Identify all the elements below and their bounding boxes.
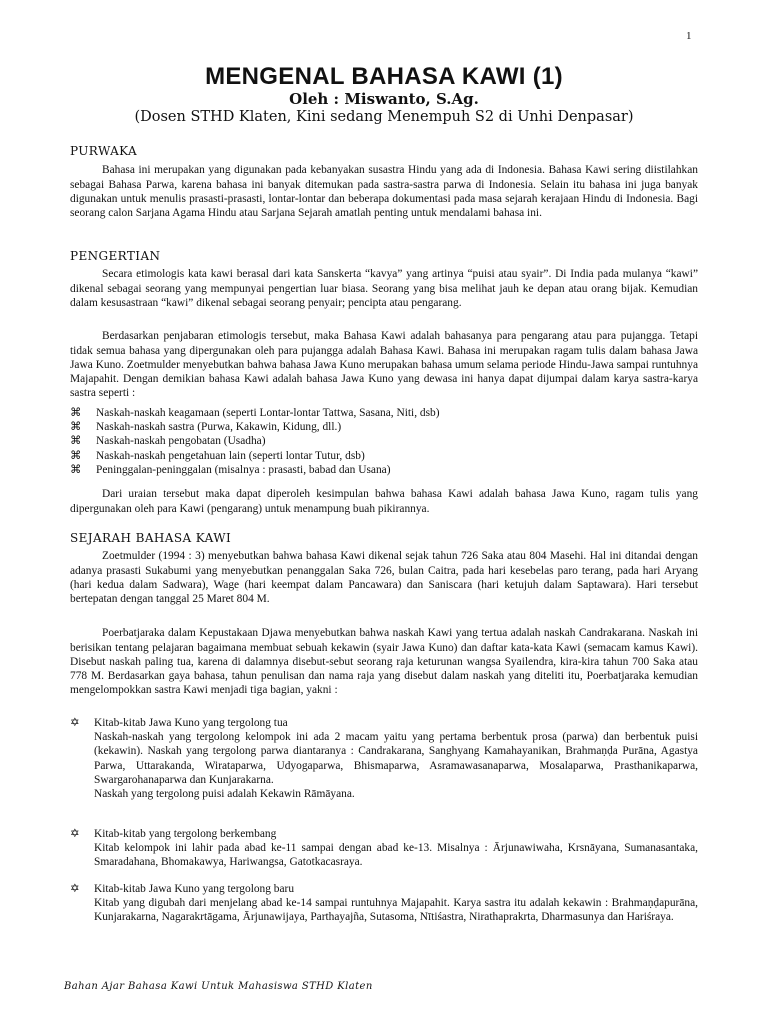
- group-body: Kitab yang digubah dari menjelang abad ke-14 sampai runtuhnya Majapahit. Karya sastra itu adalah kekawin : Brahmaṇḍapurāna, Kunjarakarna, Nagarakrtāgama, Ārjunawijaya, Parthayajña, Sutasoma, Nītiśastra, Nirathaprakrta, Dharmasunya dan Hariśraya.: [94, 897, 698, 924]
- section-heading-sejarah: SEJARAH BAHASA KAWI: [70, 531, 232, 545]
- works-list: [70, 406, 698, 477]
- list-item: [70, 449, 698, 463]
- star-icon: ✡: [70, 828, 80, 840]
- list-item: [70, 463, 698, 477]
- pengertian-paragraph-2: Berdasarkan penjabaran etimologis tersebut, maka Bahasa Kawi adalah bahasanya para pengarang atau para pujangga. Tetapi tidak semua bahasa yang dipergunakan oleh para pujangga adalah Bahasa Kawi. Bahasa ini merupakan ragam tulis dalam bahasa Jawa Jawa Kuno. Zoetmulder menyebutkan bahwa bahasa Jawa Kuno merupakan bahasa umum selama periode Hindu-Jawa sampai runtuhnya Majapahit. Dengan demikian bahasa Kawi adalah bahasa Jawa Kuno yang dewasa ini hanya dapat dijumpai dalam karya sastra-karya sastra seperti :: [70, 330, 698, 400]
- affiliation-line: (Dosen STHD Klaten, Kini sedang Menempuh S2 di Unhi Denpasar): [134, 109, 634, 125]
- bullet-icon: ⌘: [70, 407, 82, 419]
- star-icon: ✡: [70, 883, 80, 895]
- document-title: MENGENAL BAHASA KAWI (1): [205, 63, 563, 90]
- group-body: Kitab kelompok ini lahir pada abad ke-11 sampai dengan abad ke-13. Misalnya : Ārjunawiwaha, Krsnāyana, Sumanasantaka, Smaradahana, Bhomakawya, Hariwangsa, Gatotkacasraya.: [94, 842, 698, 869]
- section-heading-purwaka: PURWAKA: [70, 144, 138, 158]
- group-body: Naskah-naskah yang tergolong kelompok ini ada 2 macam yaitu yang pertama berbentuk prosa (parwa) dan berbentuk puisi (kekawin). Naskah yang tergolong parwa diantaranya : Candrakarana, Sanghyang Kamahayanikan, Brahmaṇḍa Purāna, Agastya Parwa, Uttarakanda, Wirataparwa, Udyogaparwa, Bhismaparwa, Asramawasanaparwa, Mosalaparwa, Prasthanikaparwa, Swargarohanaparwa dan Kunjarakarna.: [94, 731, 698, 786]
- sejarah-paragraph-2: Poerbatjaraka dalam Kepustakaan Djawa menyebutkan bahwa naskah Kawi yang tertua adalah naskah Candrakarana. Naskah ini berisikan tentang pelajaran bagaimana membuat sebuah kekawin (syair Jawa Kuno) dan daftar kata-kata Kawi (semacam kamus Kawi). Disebut naskah paling tua, karena di dalamnya disebut-sebut seorang raja keturunan wangsa Syailendra, kira-kira tahun 700 Saka atau 778 M. Berdasarkan gaya bahasa, tahun penulisan dan nama raja yang disebut dalam naskah yang diteliti itu, Poerbatjaraka kemudian mengelompokkan sastra Kawi menjadi tiga bagian, yakni :: [70, 627, 698, 697]
- purwaka-paragraph: Bahasa ini merupakan yang digunakan pada kebanyakan susastra Hindu yang ada di Indonesia. Bahasa Kawi sering diistilahkan sebagai Bahasa Parwa, karena bahasa ini banyak ditemukan pada sastra-sastra parwa di Indonesia. Selain itu bahasa ini juga banyak digunakan untuk menulis prasasti-prasasti, lontar-lontar dan beberapa dokumentasi pada masa sejarah kerajaan Hindu di Indonesia. Bagi seorang calon Sarjana Agama Hindu atau Sarjana Sejarah amatlah penting untuk mendalami bahasa ini.: [70, 164, 698, 219]
- group-berkembang: [70, 827, 698, 870]
- pengertian-paragraph-3: Dari uraian tersebut maka dapat diperoleh kesimpulan bahwa bahasa Kawi adalah bahasa Jawa Kuno, ragam tulis yang dipergunakan oleh para Kawi (pengarang) untuk menampung buah pikirannya.: [70, 488, 698, 515]
- list-item-text: Naskah-naskah keagamaan (seperti Lontar-lontar Tattwa, Sasana, Niti, dsb): [96, 407, 440, 419]
- list-item: [70, 434, 698, 448]
- bullet-icon: ⌘: [70, 421, 82, 434]
- group-title: Kitab-kitab yang tergolong berkembang: [94, 828, 277, 840]
- list-item-text: Naskah-naskah sastra (Purwa, Kakawin, Kidung, dll.): [96, 421, 342, 434]
- pengertian-paragraph-1: Secara etimologis kata kawi berasal dari kata Sanskerta “kavya” yang artinya “puisi atau syair”. Di India pada mulanya “kawi” dikenal sebagai seorang yang mempunyai pengertian luar biasa. Seorang yang bisa melihat jauh ke depan atau orang bijak. Kemudian dalam kesusastraan “kawi” dikenal sebagai seorang penyair; pencipta atau pengarang.: [70, 268, 698, 309]
- sejarah-paragraph-1: Zoetmulder (1994 : 3) menyebutkan bahwa bahasa Kawi dikenal sejak tahun 726 Saka atau 804 Masehi. Hal ini ditandai dengan adanya prasasti Sukabumi yang menyebutkan penanggalan Saka 726, bulan Caitra, pada hari kesebelas paro terang, pada hari Aryang (hari kedua dalam Sadwara), Wage (hari keempat dalam Pancawara) dan Saniscara (hari ketujuh dalam Saptawara). Hari tersebut bertepatan dengan tanggal 25 Maret 804 M.: [70, 550, 698, 605]
- group-title: Kitab-kitab Jawa Kuno yang tergolong tua: [94, 717, 288, 729]
- author-line: Oleh : Miswanto, S.Ag.: [289, 90, 479, 108]
- page-footer: Bahan Ajar Bahasa Kawi Untuk Mahasiswa STHD Klaten: [64, 981, 373, 992]
- list-item: [70, 406, 698, 420]
- list-item-text: Peninggalan-peninggalan (misalnya : prasasti, babad dan Usana): [96, 463, 391, 476]
- bullet-icon: ⌘: [70, 463, 82, 476]
- section-heading-pengertian: PENGERTIAN: [70, 249, 161, 263]
- group-baru: [70, 882, 698, 925]
- star-icon: ✡: [70, 717, 80, 729]
- group-title: Kitab-kitab Jawa Kuno yang tergolong baru: [94, 883, 295, 895]
- list-item-text: Naskah-naskah pengetahuan lain (seperti lontar Tutur, dsb): [96, 449, 365, 462]
- bullet-icon: ⌘: [70, 449, 82, 462]
- group-tua: [70, 716, 698, 801]
- page-number: 1: [686, 30, 692, 42]
- group-extra: Naskah yang tergolong puisi adalah Kekawin Rāmāyana.: [94, 788, 355, 801]
- list-item-text: Naskah-naskah pengobatan (Usadha): [96, 435, 266, 448]
- list-item: [70, 420, 698, 434]
- bullet-icon: ⌘: [70, 435, 82, 448]
